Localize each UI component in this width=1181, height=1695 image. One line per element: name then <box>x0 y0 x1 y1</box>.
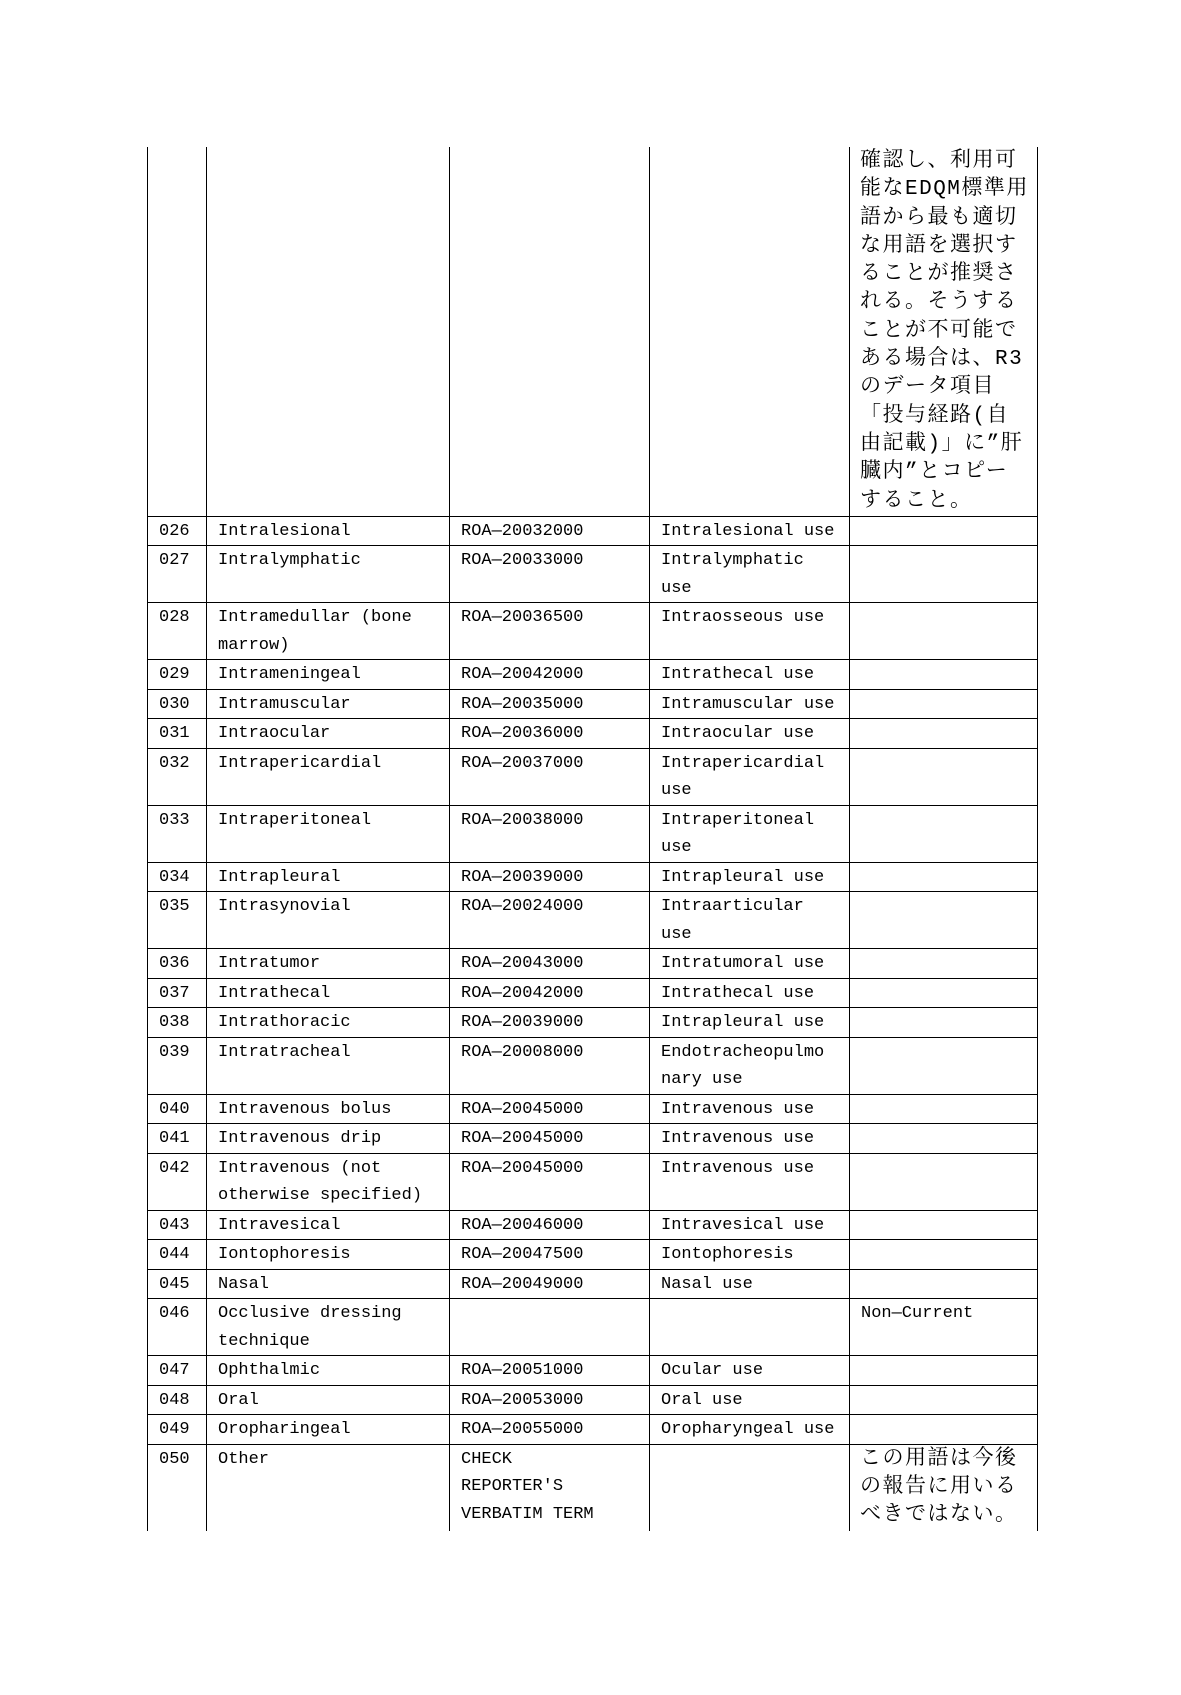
row-number-cell-line: 038 <box>159 1013 190 1033</box>
table-row <box>148 1124 1038 1154</box>
term-cell-line: Other <box>218 1449 270 1469</box>
edqm-code-cell-line: ROA—20035000 <box>461 694 584 714</box>
note-cell <box>850 1299 1038 1356</box>
term-cell-line: Intrathoracic <box>218 1013 351 1033</box>
edqm-term-cell-line: use <box>661 781 692 801</box>
term-cell <box>207 719 450 749</box>
row-number-cell-line: 041 <box>159 1129 190 1149</box>
row-number-cell <box>148 748 207 805</box>
table-row <box>148 1037 1038 1094</box>
row-number-cell <box>148 1385 207 1415</box>
edqm-term-cell <box>650 1094 850 1124</box>
note-cell <box>850 147 1038 516</box>
edqm-term-cell-line: Intraperitoneal <box>661 810 815 830</box>
row-number-cell <box>148 1153 207 1210</box>
note-cell <box>850 1008 1038 1038</box>
term-cell <box>207 1008 450 1038</box>
row-number-cell <box>148 1037 207 1094</box>
table-row <box>148 1240 1038 1270</box>
note-cell <box>850 516 1038 546</box>
edqm-term-cell-line: Oral use <box>661 1390 743 1410</box>
edqm-term-cell-line: use <box>661 838 692 858</box>
note-cell <box>850 1124 1038 1154</box>
row-number-cell-line: 032 <box>159 753 190 773</box>
edqm-term-cell-line: Intraosseous use <box>661 608 825 628</box>
note-cell <box>850 978 1038 1008</box>
edqm-term-cell-line: Intrapleural use <box>661 1013 825 1033</box>
term-cell-line: Nasal <box>218 1274 270 1294</box>
edqm-term-cell <box>650 1299 850 1356</box>
row-number-cell-line: 028 <box>159 608 190 628</box>
note-cell-line: べきではない。 <box>860 1504 1018 1528</box>
note-cell-line: 由記載)」に”肝 <box>860 432 1024 456</box>
row-number-cell <box>148 516 207 546</box>
table-row <box>148 1356 1038 1386</box>
edqm-term-cell <box>650 1269 850 1299</box>
table-row <box>148 689 1038 719</box>
table-row <box>148 1210 1038 1240</box>
row-number-cell <box>148 1240 207 1270</box>
edqm-term-cell-line: Intraarticular <box>661 897 804 917</box>
edqm-code-cell-line: ROA—20042000 <box>461 665 584 685</box>
term-cell-line: Intravenous drip <box>218 1129 382 1149</box>
row-number-cell <box>148 1444 207 1530</box>
edqm-term-cell <box>650 949 850 979</box>
row-number-cell-line: 050 <box>159 1449 190 1469</box>
edqm-code-cell <box>450 1269 650 1299</box>
row-number-cell-line: 030 <box>159 694 190 714</box>
table-row <box>148 660 1038 690</box>
edqm-term-cell <box>650 689 850 719</box>
term-cell <box>207 660 450 690</box>
table-row <box>148 949 1038 979</box>
edqm-code-cell <box>450 546 650 603</box>
term-cell-line: Intratumor <box>218 954 321 974</box>
note-cell-line: ことが不可能で <box>860 319 1018 343</box>
edqm-term-cell <box>650 748 850 805</box>
row-number-cell-line: 026 <box>159 521 190 541</box>
table-row <box>148 1269 1038 1299</box>
term-cell-line: Intravesical <box>218 1215 341 1235</box>
edqm-term-cell <box>650 805 850 862</box>
row-number-cell <box>148 660 207 690</box>
row-number-cell-line: 036 <box>159 954 190 974</box>
term-cell <box>207 1094 450 1124</box>
term-cell <box>207 1124 450 1154</box>
edqm-term-cell <box>650 1444 850 1530</box>
note-cell <box>850 660 1038 690</box>
row-number-cell <box>148 978 207 1008</box>
term-cell <box>207 949 450 979</box>
row-number-cell <box>148 805 207 862</box>
note-cell-line: 「投与経路(自 <box>860 404 1010 428</box>
edqm-code-cell-line: ROA—20037000 <box>461 753 584 773</box>
edqm-term-cell-line: Endotracheopulmo <box>661 1042 825 1062</box>
table-row <box>148 1415 1038 1445</box>
term-cell <box>207 1210 450 1240</box>
term-cell-line: Intrasynovial <box>218 897 351 917</box>
term-cell <box>207 1269 450 1299</box>
note-cell <box>850 1444 1038 1530</box>
edqm-code-cell <box>450 1037 650 1094</box>
edqm-code-cell-line: ROA—20045000 <box>461 1129 584 1149</box>
table-row <box>148 805 1038 862</box>
term-cell-line: Intramedullar (bone <box>218 608 412 628</box>
edqm-term-cell <box>650 1240 850 1270</box>
edqm-code-cell <box>450 1124 650 1154</box>
term-cell <box>207 1356 450 1386</box>
note-cell-line: すること。 <box>860 489 973 513</box>
table-row <box>148 748 1038 805</box>
term-cell-line: Iontophoresis <box>218 1245 351 1265</box>
edqm-term-cell <box>650 660 850 690</box>
row-number-cell <box>148 603 207 660</box>
edqm-code-cell <box>450 660 650 690</box>
edqm-term-cell-line: Intravesical use <box>661 1215 825 1235</box>
edqm-term-cell-line: Oropharyngeal use <box>661 1420 835 1440</box>
edqm-term-cell <box>650 1356 850 1386</box>
row-number-cell <box>148 1415 207 1445</box>
term-cell <box>207 1299 450 1356</box>
note-cell <box>850 1094 1038 1124</box>
edqm-code-cell <box>450 1299 650 1356</box>
edqm-term-cell <box>650 603 850 660</box>
edqm-code-cell <box>450 1444 650 1530</box>
row-number-cell-line: 033 <box>159 810 190 830</box>
note-cell <box>850 1415 1038 1445</box>
edqm-code-cell-line: ROA—20039000 <box>461 1013 584 1033</box>
edqm-code-cell-line: ROA—20033000 <box>461 551 584 571</box>
term-cell-line: Intrapericardial <box>218 753 382 773</box>
edqm-code-cell-line: ROA—20053000 <box>461 1390 584 1410</box>
row-number-cell-line: 049 <box>159 1420 190 1440</box>
edqm-term-cell <box>650 147 850 516</box>
note-cell <box>850 1037 1038 1094</box>
edqm-code-cell <box>450 603 650 660</box>
table-row <box>148 1008 1038 1038</box>
edqm-code-cell <box>450 689 650 719</box>
term-cell <box>207 1240 450 1270</box>
term-cell-line: Oral <box>218 1390 259 1410</box>
edqm-term-cell <box>650 892 850 949</box>
note-cell-line: ることが推奨さ <box>860 263 1018 287</box>
edqm-code-cell-line: ROA—20049000 <box>461 1274 584 1294</box>
row-number-cell <box>148 1124 207 1154</box>
note-cell <box>850 546 1038 603</box>
term-cell <box>207 862 450 892</box>
route-of-administration-table <box>147 147 1038 1531</box>
note-cell-line: の報告に用いる <box>860 1476 1018 1500</box>
term-cell <box>207 516 450 546</box>
note-cell <box>850 1356 1038 1386</box>
term-cell <box>207 1153 450 1210</box>
table-body <box>148 147 1038 1531</box>
edqm-term-cell-line: Intrapericardial <box>661 753 825 773</box>
row-number-cell <box>148 689 207 719</box>
edqm-code-cell-line: ROA—20038000 <box>461 810 584 830</box>
edqm-code-cell-line: REPORTER'S <box>461 1477 564 1497</box>
edqm-term-cell <box>650 862 850 892</box>
term-cell <box>207 1415 450 1445</box>
edqm-code-cell-line: ROA—20008000 <box>461 1042 584 1062</box>
edqm-code-cell-line: ROA—20047500 <box>461 1245 584 1265</box>
row-number-cell <box>148 862 207 892</box>
note-cell <box>850 1240 1038 1270</box>
row-number-cell-line: 043 <box>159 1215 190 1235</box>
edqm-code-cell <box>450 147 650 516</box>
row-number-cell-line: 042 <box>159 1158 190 1178</box>
edqm-code-cell-line: ROA—20039000 <box>461 867 584 887</box>
edqm-code-cell <box>450 1385 650 1415</box>
note-cell-line: Non—Current <box>861 1304 974 1324</box>
term-cell <box>207 1037 450 1094</box>
note-cell <box>850 1210 1038 1240</box>
edqm-term-cell-line: Intraocular use <box>661 724 815 744</box>
term-cell-line: Intravenous bolus <box>218 1099 392 1119</box>
note-cell <box>850 1153 1038 1210</box>
edqm-code-cell-line: ROA—20046000 <box>461 1215 584 1235</box>
edqm-code-cell <box>450 862 650 892</box>
edqm-code-cell <box>450 1210 650 1240</box>
note-cell-line: 語から最も適切 <box>860 206 1018 230</box>
edqm-term-cell <box>650 978 850 1008</box>
edqm-term-cell <box>650 1037 850 1094</box>
row-number-cell <box>148 147 207 516</box>
edqm-term-cell <box>650 1124 850 1154</box>
table-row <box>148 1153 1038 1210</box>
term-cell-line: Intralymphatic <box>218 551 361 571</box>
row-number-cell <box>148 1008 207 1038</box>
row-number-cell-line: 047 <box>159 1361 190 1381</box>
note-cell <box>850 603 1038 660</box>
edqm-code-cell <box>450 1356 650 1386</box>
row-number-cell <box>148 892 207 949</box>
edqm-term-cell <box>650 546 850 603</box>
edqm-term-cell-line: Iontophoresis <box>661 1245 794 1265</box>
table-row <box>148 719 1038 749</box>
edqm-code-cell <box>450 1008 650 1038</box>
row-number-cell <box>148 546 207 603</box>
term-cell <box>207 546 450 603</box>
term-cell <box>207 603 450 660</box>
row-number-cell <box>148 1269 207 1299</box>
note-cell <box>850 805 1038 862</box>
term-cell-line: Intratracheal <box>218 1042 351 1062</box>
row-number-cell-line: 046 <box>159 1304 190 1324</box>
edqm-code-cell <box>450 748 650 805</box>
note-cell-line: この用語は今後 <box>860 1447 1018 1471</box>
edqm-term-cell-line: Intratumoral use <box>661 954 825 974</box>
term-cell-line: technique <box>218 1331 310 1351</box>
term-cell <box>207 805 450 862</box>
edqm-term-cell <box>650 1415 850 1445</box>
term-cell-line: marrow) <box>218 635 290 655</box>
term-cell-line: Occlusive dressing <box>218 1304 402 1324</box>
row-number-cell <box>148 1210 207 1240</box>
row-number-cell <box>148 1299 207 1356</box>
edqm-code-cell-line: ROA—20036500 <box>461 608 584 628</box>
edqm-term-cell-line: use <box>661 924 692 944</box>
note-cell <box>850 1269 1038 1299</box>
term-cell-line: Intraocular <box>218 724 331 744</box>
edqm-code-cell <box>450 805 650 862</box>
note-cell-line: のデータ項目 <box>860 376 995 400</box>
note-cell <box>850 719 1038 749</box>
edqm-code-cell <box>450 1240 650 1270</box>
term-cell-line: Intrapleural <box>218 867 341 887</box>
edqm-code-cell <box>450 516 650 546</box>
row-number-cell-line: 048 <box>159 1390 190 1410</box>
row-number-cell <box>148 719 207 749</box>
term-cell-line: Intrameningeal <box>218 665 361 685</box>
row-number-cell-line: 040 <box>159 1099 190 1119</box>
term-cell-line: Intramuscular <box>218 694 351 714</box>
table-row <box>148 978 1038 1008</box>
table-row <box>148 1385 1038 1415</box>
row-number-cell-line: 034 <box>159 867 190 887</box>
term-cell-line: Intrathecal <box>218 983 331 1003</box>
table-row <box>148 1444 1038 1530</box>
note-cell-line: 能なEDQM標準用 <box>860 178 1029 202</box>
edqm-code-cell-line: ROA—20051000 <box>461 1361 584 1381</box>
edqm-term-cell-line: Intralesional use <box>661 521 835 541</box>
row-number-cell <box>148 1094 207 1124</box>
term-cell <box>207 748 450 805</box>
term-cell-line: Oropharingeal <box>218 1420 351 1440</box>
edqm-term-cell-line: Intrapleural use <box>661 867 825 887</box>
edqm-term-cell-line: Nasal use <box>661 1274 753 1294</box>
table-row <box>148 516 1038 546</box>
row-number-cell-line: 037 <box>159 983 190 1003</box>
edqm-term-cell <box>650 1008 850 1038</box>
edqm-code-cell-line: ROA—20043000 <box>461 954 584 974</box>
note-cell <box>850 892 1038 949</box>
term-cell-line: Intralesional <box>218 521 351 541</box>
edqm-code-cell <box>450 978 650 1008</box>
note-cell-line: 確認し、利用可 <box>860 150 1018 173</box>
table-row <box>148 892 1038 949</box>
edqm-term-cell-line: use <box>661 578 692 598</box>
term-cell <box>207 1385 450 1415</box>
edqm-code-cell <box>450 719 650 749</box>
term-cell <box>207 978 450 1008</box>
edqm-code-cell-line: CHECK <box>461 1449 513 1469</box>
edqm-term-cell-line: Intrathecal use <box>661 983 815 1003</box>
note-cell <box>850 1385 1038 1415</box>
term-cell-line: Ophthalmic <box>218 1361 321 1381</box>
note-cell-line: ある場合は、R3 <box>860 348 1024 372</box>
edqm-code-cell-line: ROA—20045000 <box>461 1158 584 1178</box>
edqm-code-cell-line: ROA—20045000 <box>461 1099 584 1119</box>
edqm-term-cell-line: Intralymphatic <box>661 551 804 571</box>
edqm-term-cell-line: Intrathecal use <box>661 665 815 685</box>
term-cell <box>207 689 450 719</box>
term-cell <box>207 147 450 516</box>
edqm-code-cell <box>450 1153 650 1210</box>
row-number-cell-line: 045 <box>159 1274 190 1294</box>
edqm-code-cell <box>450 1415 650 1445</box>
row-number-cell-line: 044 <box>159 1245 190 1265</box>
note-cell-line: れる。そうする <box>860 291 1018 315</box>
row-number-cell-line: 029 <box>159 665 190 685</box>
edqm-term-cell-line: Intravenous use <box>661 1129 815 1149</box>
table-row <box>148 1094 1038 1124</box>
table-row <box>148 603 1038 660</box>
table-row <box>148 1299 1038 1356</box>
term-cell <box>207 1444 450 1530</box>
row-number-cell-line: 035 <box>159 897 190 917</box>
note-cell <box>850 748 1038 805</box>
row-number-cell <box>148 1356 207 1386</box>
edqm-term-cell <box>650 1153 850 1210</box>
edqm-code-cell-line: ROA—20032000 <box>461 521 584 541</box>
table-row <box>148 862 1038 892</box>
edqm-term-cell-line: Intravenous use <box>661 1158 815 1178</box>
table-row <box>148 147 1038 516</box>
row-number-cell-line: 027 <box>159 551 190 571</box>
edqm-term-cell-line: Intramuscular use <box>661 694 835 714</box>
edqm-term-cell-line: Ocular use <box>661 1361 764 1381</box>
edqm-code-cell-line: VERBATIM TERM <box>461 1504 594 1524</box>
edqm-code-cell <box>450 892 650 949</box>
edqm-code-cell <box>450 1094 650 1124</box>
note-cell <box>850 689 1038 719</box>
note-cell <box>850 949 1038 979</box>
row-number-cell <box>148 949 207 979</box>
note-cell-line: な用語を選択す <box>860 234 1018 258</box>
row-number-cell-line: 039 <box>159 1042 190 1062</box>
edqm-term-cell <box>650 719 850 749</box>
edqm-code-cell-line: ROA—20055000 <box>461 1420 584 1440</box>
term-cell <box>207 892 450 949</box>
edqm-term-cell <box>650 516 850 546</box>
table-row <box>148 546 1038 603</box>
note-cell-line: 臓内”とコピー <box>860 461 1009 485</box>
edqm-term-cell-line: nary use <box>661 1070 743 1090</box>
edqm-term-cell <box>650 1210 850 1240</box>
term-cell-line: otherwise specified) <box>218 1186 423 1206</box>
edqm-term-cell-line: Intravenous use <box>661 1099 815 1119</box>
term-cell-line: Intravenous (not <box>218 1158 382 1178</box>
edqm-code-cell-line: ROA—20036000 <box>461 724 584 744</box>
term-cell-line: Intraperitoneal <box>218 810 372 830</box>
edqm-code-cell-line: ROA—20024000 <box>461 897 584 917</box>
note-cell <box>850 862 1038 892</box>
row-number-cell-line: 031 <box>159 724 190 744</box>
edqm-code-cell <box>450 949 650 979</box>
edqm-code-cell-line: ROA—20042000 <box>461 983 584 1003</box>
edqm-term-cell <box>650 1385 850 1415</box>
